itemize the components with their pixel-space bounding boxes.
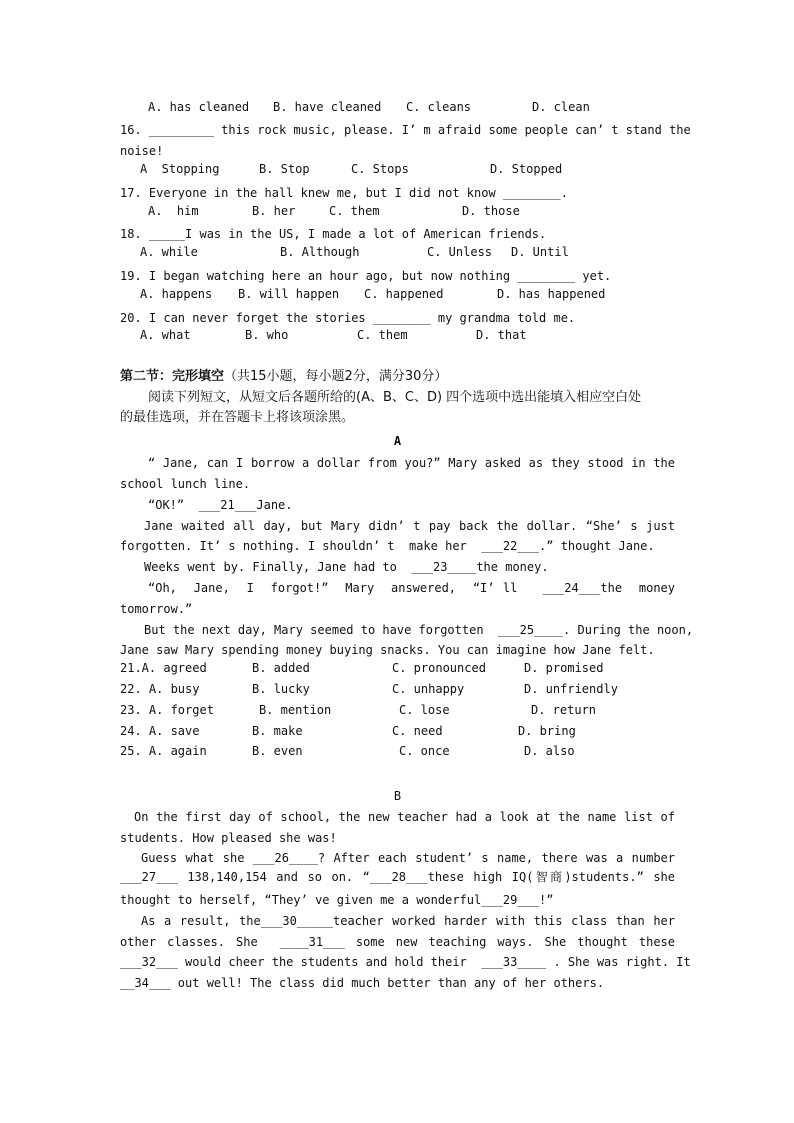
- section-heading-detail: （共15小题，每小题2分，满分30分）: [224, 369, 448, 384]
- passage-b-line: other classes. She ____31___ some new teaching ways. She thought these: [120, 935, 675, 949]
- q18-option-c: C. Unless: [427, 245, 493, 259]
- section-instructions-1: 阅读下列短文，从短文后各题所给的(A、B、C、D) 四个选项中选出能填入相应空白处: [148, 390, 642, 405]
- q16-option-a: A Stopping: [140, 162, 220, 176]
- q16-option-b: B. Stop: [259, 162, 310, 176]
- passage-a-line: forgotten. It’ s nothing. I shouldn’ t make her ___22___.” thought Jane.: [120, 539, 655, 553]
- question-17: 17. Everyone in the hall knew me, but I did not know ________.: [120, 186, 568, 200]
- passage-b-line: students. How pleased she was!: [120, 831, 337, 845]
- q22-option-c: C. unhappy: [392, 682, 465, 696]
- passage-b-line: __34___ out well! The class did much better than any of her others.: [120, 976, 605, 990]
- q21-option-b: B. added: [252, 661, 310, 675]
- q18-option-a: A. while: [140, 245, 198, 259]
- q21-option-d: D. promised: [524, 661, 604, 675]
- q22-option-b: B. lucky: [252, 682, 310, 696]
- passage-b-line: On the first day of school, the new teacher had a look at the name list of: [134, 810, 675, 824]
- q24-option-b: B. make: [252, 724, 303, 738]
- section-instructions-2: 的最佳选项，并在答题卡上将该项涂黑。: [120, 410, 355, 425]
- q23-option-c: C. lose: [399, 703, 450, 717]
- q20-option-d: D. that: [476, 328, 527, 342]
- q15-option-b: B. have cleaned: [273, 100, 382, 114]
- passage-a-line: tomorrow.”: [120, 602, 193, 616]
- passage-a-line: But the next day, Mary seemed to have forgotten ___25____. During the noon,: [144, 623, 694, 637]
- q22-option-a: 22. A. busy: [120, 682, 200, 696]
- q20-option-a: A. what: [140, 328, 191, 342]
- q17-option-c: C. them: [329, 204, 380, 218]
- question-16: 16. _________ this rock music, please. I’ m afraid some people can’ t stand the: [120, 123, 691, 137]
- q18-option-b: B. Although: [280, 245, 360, 259]
- q24-option-a: 24. A. save: [120, 724, 200, 738]
- passage-a-line: Weeks went by. Finally, Jane had to ___23____the money.: [144, 560, 549, 574]
- q17-option-b: B. her: [252, 204, 296, 218]
- q21-option-c: C. pronounced: [392, 661, 486, 675]
- passage-a-line: “OK!” ___21___Jane.: [148, 498, 293, 512]
- q23-option-a: 23. A. forget: [120, 703, 214, 717]
- q17-option-d: D. those: [462, 204, 520, 218]
- q21-option-a: 21.A. agreed: [120, 661, 207, 675]
- passage-b-line: ___32___ would cheer the students and hold their ___33____ . She was right. It: [120, 955, 691, 969]
- q19-option-c: C. happened: [364, 287, 444, 301]
- passage-b-line: thought to herself, “They’ ve given me a wonderful___29___!”: [120, 893, 554, 907]
- passage-b-line: ___27___ 138,140,154 and so on. “___28___these high IQ(智商)students.” she: [120, 870, 675, 884]
- q25-option-a: 25. A. again: [120, 744, 207, 758]
- q19-option-d: D. has happened: [497, 287, 606, 301]
- passage-a-line: Jane waited all day, but Mary didn’ t pay back the dollar. “She’ s just: [144, 519, 675, 533]
- q19-option-b: B. will happen: [238, 287, 340, 301]
- q17-option-a: A. him: [148, 204, 199, 218]
- q16-option-c: C. Stops: [351, 162, 409, 176]
- q24-option-d: D. bring: [518, 724, 576, 738]
- passage-a-line: school lunch line.: [120, 477, 251, 491]
- q15-option-a: A. has cleaned: [148, 100, 250, 114]
- section-heading: [120, 367, 675, 387]
- q23-option-d: D. return: [531, 703, 597, 717]
- q24-option-c: C. need: [392, 724, 443, 738]
- q19-option-a: A. happens: [140, 287, 213, 301]
- q18-option-d: D. Until: [511, 245, 569, 259]
- section-heading-title: 第二节：完形填空: [120, 369, 225, 384]
- q16-option-d: D. Stopped: [490, 162, 563, 176]
- passage-a-line: Jane saw Mary spending money buying snacks. You can imagine how Jane felt.: [120, 643, 655, 657]
- q20-option-b: B. who: [245, 328, 289, 342]
- q25-option-d: D. also: [524, 744, 575, 758]
- q15-option-d: D. clean: [532, 100, 590, 114]
- question-18: 18. _____I was in the US, I made a lot of American friends.: [120, 227, 547, 241]
- passage-a-line: “Oh, Jane, I forgot!” Mary answered, “I’ ll ___24___the money: [148, 581, 675, 595]
- q15-option-c: C. cleans: [406, 100, 472, 114]
- question-16-cont: noise!: [120, 144, 164, 158]
- passage-a-title: A: [393, 434, 402, 448]
- question-19: 19. I began watching here an hour ago, but now nothing ________ yet.: [120, 269, 612, 283]
- q23-option-b: B. mention: [259, 703, 332, 717]
- passage-a-line: “ Jane, can I borrow a dollar from you?” Mary asked as they stood in the: [148, 456, 675, 470]
- passage-b-line: Guess what she ___26____? After each student’ s name, there was a number: [141, 851, 675, 865]
- q25-option-c: C. once: [399, 744, 450, 758]
- q20-option-c: C. them: [357, 328, 408, 342]
- q25-option-b: B. even: [252, 744, 303, 758]
- passage-b-title: B: [393, 789, 402, 803]
- question-20: 20. I can never forget the stories ________ my grandma told me.: [120, 311, 576, 325]
- q22-option-d: D. unfriendly: [524, 682, 618, 696]
- passage-b-line: As a result, the___30_____teacher worked harder with this class than her: [141, 914, 675, 928]
